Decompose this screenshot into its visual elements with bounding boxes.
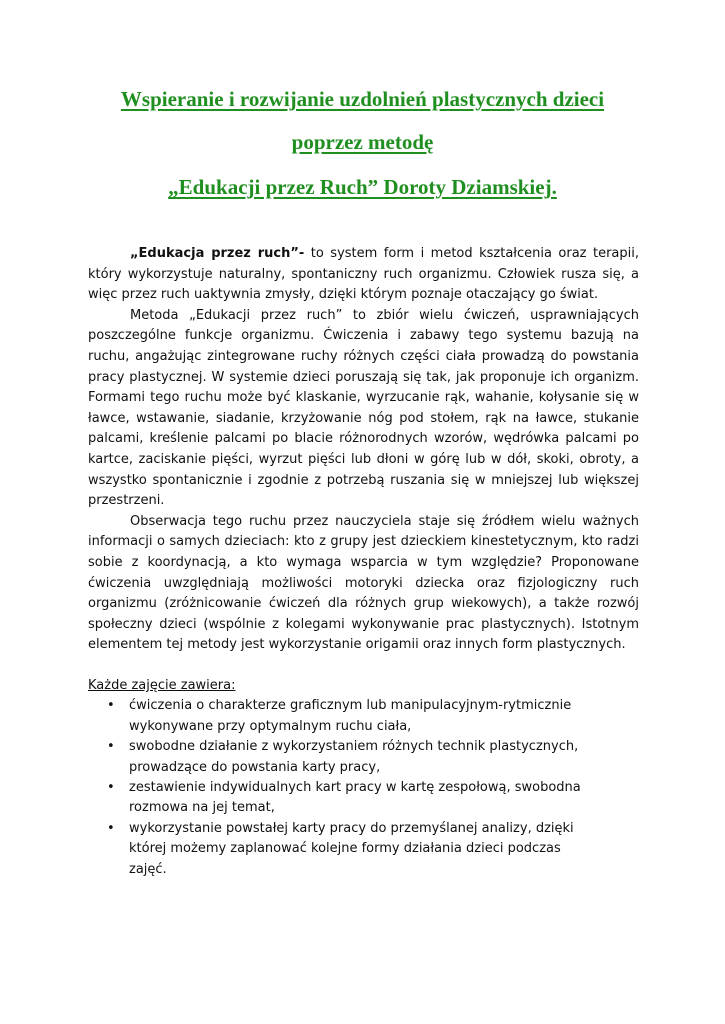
list-item-text: wykorzystanie powstałej karty pracy do przemyślanej analizy, dzięki której możemy zaplanować kolejne formy działania dzieci podczas zajęć. bbox=[129, 820, 574, 877]
bullet-icon: • bbox=[107, 739, 115, 755]
list-item bbox=[88, 778, 599, 819]
bullet-icon: • bbox=[107, 780, 115, 796]
title-line-3: „Edukacji przez Ruch” Doroty Dziamskiej. bbox=[168, 175, 557, 199]
list-item-text: zestawienie indywidualnych kart pracy w kartę zespołową, swobodna rozmowa na jej temat, bbox=[129, 780, 581, 816]
list-item bbox=[88, 819, 599, 880]
lesson-contents-list bbox=[88, 696, 639, 880]
title-line-1: Wspieranie i rozwijanie uzdolnień plastycznych dzieci bbox=[120, 87, 605, 111]
body-text bbox=[88, 244, 639, 656]
bullet-icon: • bbox=[107, 820, 115, 836]
paragraph-observation: Obserwacja tego ruchu przez nauczyciela staje się źródłem wielu ważnych informacji o samych dzieciach: kto z grupy jest dzieckiem kinestetycznym, kto radzi sobie z koordynacją, a kto wymaga wsparcia w tym względzie? Proponowane ćwiczenia uwzględniają możliwości motoryki dziecka oraz fizjologiczny ruch organizmu (zróżnicowanie ćwiczeń dla różnych grup wiekowych), a także rozwój społeczny dzieci (wspólnie z kolegami wykonywanie prac plastycznych). Istotnym elementem tej metody jest wykorzystanie origamii oraz innych form plastycznych. bbox=[88, 513, 639, 653]
lesson-contents-section bbox=[88, 676, 639, 880]
paragraph-method: Metoda „Edukacji przez ruch” to zbiór wielu ćwiczeń, usprawniających poszczególne funkcje organizmu. Ćwiczenia i zabawy tego systemu bazują na ruchu, angażując zintegrowane ruchy różnych części ciała prowadzą do powstania pracy plastycznej. W systemie dzieci poruszają się tak, jak proponuje ich organizm. Formami tego ruchu może być klaskanie, wyrzucanie rąk, wahanie, kołysanie się w ławce, wstawanie, siadanie, krzyżowanie nóg pod stołem, rąk na ławce, stukanie palcami, kreślenie palcami po blacie różnorodnych wzorów, wędrówka palcami po kartce, zaciskanie pięści, wyrzut pięści lub dłoni w górę lub w dół, skoki, obroty, a wszystko spontanicznie i zgodnie z potrzebą ruszania się w mniejszej lub większej przestrzeni. bbox=[88, 307, 639, 509]
list-item-text: ćwiczenia o charakterze graficznym lub manipulacyjnym-rytmicznie wykonywane przy optymalnym ruchu ciała, bbox=[129, 698, 572, 734]
list-item-text: swobodne działanie z wykorzystaniem różnych technik plastycznych, prowadzące do powstania karty pracy, bbox=[129, 739, 579, 775]
list-item bbox=[88, 696, 599, 737]
list-item bbox=[88, 737, 599, 778]
paragraph-definition-text: to system form i metod kształcenia oraz terapii, który wykorzystuje naturalny, spontaniczny ruch organizmu. Człowiek rusza się, a więc przez ruch uaktywnia zmysły, dzięki którym poznaje otaczający go świat. bbox=[88, 246, 639, 303]
paragraph-definition-term: „Edukacja przez ruch”- bbox=[130, 246, 305, 261]
title-line-2: poprzez metodę bbox=[291, 130, 434, 154]
bullet-icon: • bbox=[107, 698, 115, 714]
lesson-contents-heading: Każde zajęcie zawiera: bbox=[88, 678, 236, 693]
paragraph-definition bbox=[88, 244, 639, 306]
